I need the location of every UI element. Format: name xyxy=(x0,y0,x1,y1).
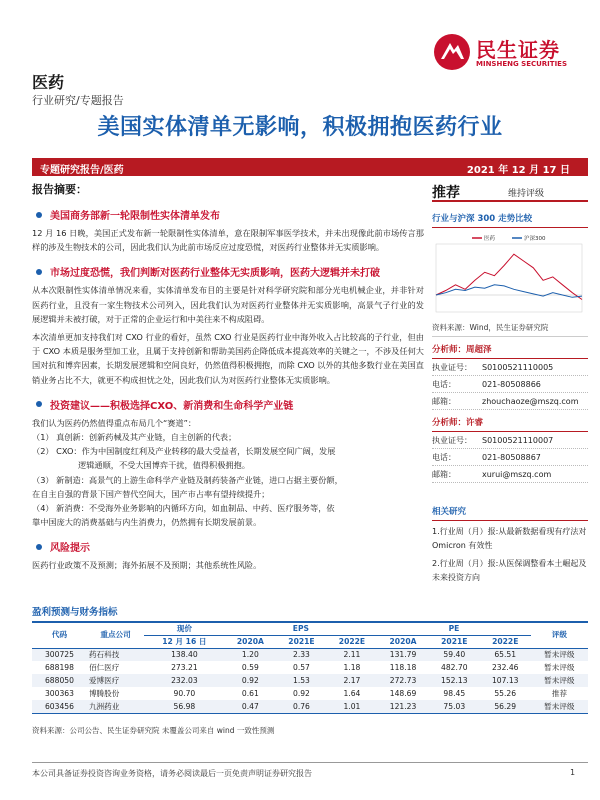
report-category: 行业研究/专题报告 xyxy=(32,94,124,107)
summary-list-item: （3） 新制造：高景气的上游生命科学产业链及制药装备产业链，进口占据主要份额， xyxy=(32,474,343,485)
summary-list-item: 在自主自强的背景下国产替代空间大，国产市占率有望持续提升； xyxy=(32,488,270,499)
analyst-info-value: zhouchaoze@mszq.com xyxy=(482,396,579,406)
summary-paragraph: 从本次限制性实体清单情况来看，实体清单发布目的主要是针对科学研究院和部分光电机械企业，并非针对医药行业，且没有一家生物技术公司列入，因此我们认为对医药行业整体并无实质影响，高景气子行业的发展逻辑并未被打破，对于正常的企业运行和中美往来不构成阻碍。 xyxy=(32,285,424,324)
analyst-info-value: xurui@mszq.com xyxy=(482,469,552,479)
year-header: 2022E xyxy=(327,635,378,648)
analyst-info-key: 执业证号： xyxy=(432,435,472,445)
cell-name: 博腾股份 xyxy=(88,689,120,698)
cell-rating: 暂未评级 xyxy=(531,648,588,661)
summary-heading-text: 风险提示 xyxy=(50,543,90,555)
cell-eps: 2.17 xyxy=(327,674,378,687)
cell-pe: 232.46 xyxy=(491,663,519,672)
summary-heading-text: 美国商务部新一轮限制性实体清单发布 xyxy=(50,211,220,222)
summary-heading xyxy=(32,397,424,412)
series-line-0 xyxy=(436,254,582,299)
cell-pe: 75.03 xyxy=(429,700,480,713)
analyst-info-value: S0100521110007 xyxy=(482,435,554,445)
page-title: 美国实体清单无影响，积极拥抱医药行业 xyxy=(97,115,503,140)
table-row xyxy=(32,687,588,700)
cell-code: 603456 xyxy=(32,700,87,713)
cell-eps: 0.92 xyxy=(292,689,310,698)
summary-title: 报告摘要： xyxy=(32,183,87,196)
page-number: 1 xyxy=(570,768,576,777)
cell-price: 90.70 xyxy=(173,689,196,698)
brand-name-cn: 民生证券 xyxy=(476,38,560,62)
cell-eps: 0.61 xyxy=(241,689,259,698)
cell-pe: 272.73 xyxy=(377,674,429,687)
summary-heading xyxy=(32,207,424,222)
cell-pe: 107.13 xyxy=(480,674,531,687)
table-row xyxy=(32,700,588,713)
summary-heading xyxy=(32,264,424,279)
report-type: 专题研究报告/医药 xyxy=(40,165,124,176)
analyst-info-row xyxy=(432,376,588,393)
analyst-list xyxy=(432,343,588,483)
analyst-info-row xyxy=(432,359,588,376)
cell-rating: 暂未评级 xyxy=(544,663,575,672)
financials-table xyxy=(32,622,588,714)
analyst-info-value: 021-80508866 xyxy=(482,379,541,389)
rating-box xyxy=(432,180,588,202)
year-header: 2021E xyxy=(276,635,327,648)
summary-list-item: （1） 真创新：创新药械及其产业链，自主创新的代表； xyxy=(32,432,237,443)
analyst-info-key: 邮箱： xyxy=(432,396,456,406)
summary-paragraph: 我们认为医药仍然值得重点布局几个“赛道”： xyxy=(32,417,197,428)
col-price: 现价 xyxy=(144,622,224,635)
footer-divider xyxy=(32,762,588,763)
summary-section xyxy=(32,178,424,573)
year-header: 2022E xyxy=(480,635,531,648)
cell-name: 九洲药业 xyxy=(87,700,144,713)
cell-code: 300725 xyxy=(32,648,87,661)
cell-pe: 118.18 xyxy=(389,663,417,672)
cell-eps: 2.11 xyxy=(327,648,378,661)
related-list xyxy=(432,525,588,585)
series-line-1 xyxy=(436,285,582,298)
summary-paragraph: 12 月 16 日晚，美国正式发布新一轮限制性实体清单，意在限制军事医学技术，并未出现像此前市场传言那样的涉及生物技术的公司，因此我们认为此前市场反应过度恐慌，对医药行业整体并无实质影响。 xyxy=(32,228,424,253)
summary-paragraph: 医药行业政策不及预测；海外拓展不及预期；其他系统性风险。 xyxy=(32,560,262,571)
cell-eps: 1.53 xyxy=(276,674,327,687)
cell-code: 688050 xyxy=(32,674,87,687)
cell-pe: 65.51 xyxy=(480,648,531,661)
summary-heading xyxy=(32,539,424,554)
cell-pe: 121.23 xyxy=(377,700,429,713)
year-header: 2020A xyxy=(225,635,277,648)
table-row xyxy=(32,648,588,661)
summary-heading-text: 投资建议——积极选择CXO、新消费和生命科学产业链 xyxy=(50,400,294,412)
report-type-bar xyxy=(32,158,588,176)
analyst-info-row xyxy=(432,449,588,466)
cell-eps: 0.57 xyxy=(292,663,310,672)
cell-eps: 1.01 xyxy=(327,700,378,713)
cell-pe: 59.40 xyxy=(429,648,480,661)
brand-name-en: MINSHENG SECURITIES xyxy=(476,60,567,68)
report-date: 2021 年 12 月 17 日 xyxy=(466,165,570,176)
cell-pe: 152.13 xyxy=(429,674,480,687)
cell-name: 药石科技 xyxy=(87,648,144,661)
trend-chart xyxy=(432,232,588,318)
analyst-info-row xyxy=(432,393,588,410)
cell-eps: 0.47 xyxy=(225,700,277,713)
cell-price: 232.03 xyxy=(144,674,224,687)
summary-body xyxy=(32,207,424,573)
cell-eps: 0.92 xyxy=(225,674,277,687)
summary-list-item: （4） 新消费：不受海外业务影响的内循环方向，如血制品、中药、医疗服务等，依 xyxy=(32,503,335,514)
cell-code: 300363 xyxy=(44,689,74,698)
cell-eps: 0.76 xyxy=(276,700,327,713)
footer-disclaimer: 本公司具备证券投资咨询业务资格，请务必阅读最后一页免责声明证券研究报告 xyxy=(32,769,312,778)
legend-label: 医药 xyxy=(484,236,496,242)
cell-price: 273.21 xyxy=(171,663,198,672)
summary-heading-text: 市场过度恐慌，我们判断对医药行业整体无实质影响，医药大逻辑并未打破 xyxy=(50,268,380,280)
sidebar xyxy=(432,180,588,585)
year-header: 2020A xyxy=(377,635,429,648)
bullet-dot-icon xyxy=(36,212,42,218)
analyst-heading: 分析师：许睿 xyxy=(432,416,588,432)
col-code: 代码 xyxy=(32,622,87,648)
chart-source: 资料来源：Wind，民生证券研究院 xyxy=(432,322,588,337)
table-row xyxy=(32,674,588,687)
cell-rating: 推荐 xyxy=(551,689,567,698)
cell-rating: 暂未评级 xyxy=(531,674,588,687)
cell-name: 佰仁医疗 xyxy=(88,663,120,672)
cell-pe: 148.69 xyxy=(389,689,417,698)
analyst-heading: 分析师：周超泽 xyxy=(432,343,588,359)
bullet-dot-icon xyxy=(36,401,42,407)
logo-mark-icon xyxy=(432,32,472,72)
cell-price: 56.98 xyxy=(144,700,224,713)
bullet-dot-icon xyxy=(36,269,42,275)
cell-pe: 56.29 xyxy=(480,700,531,713)
analyst-info-row xyxy=(432,432,588,449)
col-price-date: 12 月 16 日 xyxy=(144,635,224,648)
year-header: 2021E xyxy=(429,635,480,648)
cell-pe: 55.26 xyxy=(494,689,517,698)
cell-rating: 暂未评级 xyxy=(531,700,588,713)
col-rating: 评级 xyxy=(531,622,588,648)
cell-eps: 0.59 xyxy=(241,663,259,672)
analyst-info-value: S0100521110005 xyxy=(482,362,554,372)
cell-eps: 1.64 xyxy=(343,689,361,698)
analyst-info-row xyxy=(432,466,588,483)
analyst-info-key: 邮箱： xyxy=(432,469,456,479)
summary-list-item: 逻辑通顺，不受大国博弈干扰，值得积极拥抱。 xyxy=(78,460,250,471)
bullet-dot-icon xyxy=(36,544,42,550)
brand-logo xyxy=(432,32,582,72)
rating-value: 维持评级 xyxy=(508,189,545,199)
related-report-link[interactable]: 1.行业周（月）报:从最新数据看现有疗法对 Omicron 有效性 xyxy=(432,527,587,550)
summary-list-item: 靠中国庞大的消费基础与内生消费力，仍然拥有长期发展前景。 xyxy=(32,517,262,528)
trend-chart-svg xyxy=(432,232,588,318)
related-report-link[interactable]: 2.行业周（月）报:从医保调整看本土崛起及未来投资方向 xyxy=(432,559,587,582)
sector-label: 医药 xyxy=(32,73,65,92)
cell-pe: 131.79 xyxy=(377,648,429,661)
table-row xyxy=(32,661,588,674)
cell-price: 138.40 xyxy=(144,648,224,661)
cell-pe: 98.45 xyxy=(443,689,466,698)
cell-eps: 1.18 xyxy=(343,663,361,672)
cell-code: 688198 xyxy=(44,663,74,672)
analyst-info-key: 执业证号： xyxy=(432,362,472,372)
legend-label: 沪深300 xyxy=(524,236,546,242)
col-eps: EPS xyxy=(225,622,378,635)
analyst-info-key: 电话： xyxy=(432,379,456,389)
col-name: 重点公司 xyxy=(87,622,144,648)
cell-pe: 482.70 xyxy=(441,663,468,672)
col-pe: PE xyxy=(377,622,530,635)
table-source: 资料来源：公司公告、民生证券研究院 未覆盖公司来自 wind 一致性预测 xyxy=(32,726,275,735)
summary-list-item: （2） CXO：作为中国制度红利及产业转移的最大受益者，长期发展空间广阔，发展 xyxy=(32,446,336,457)
chart-heading: 行业与沪深 300 走势比较 xyxy=(432,212,588,228)
analyst-info-key: 电话： xyxy=(432,452,456,462)
rating-label: 推荐 xyxy=(432,185,460,201)
cell-eps: 1.20 xyxy=(225,648,277,661)
related-heading: 相关研究 xyxy=(432,505,588,521)
chart-frame xyxy=(436,244,582,312)
summary-paragraph: 本次清单更加支持我们对 CXO 行业的看好，虽然 CXO 行业是医药行业中海外收入占比较高的子行业，但由于 CXO 本质是服务型加工业，且属于支持创新和帮助美国药企降低成本提高效率的关键之一，不涉及任何大国对抗和博弈因素，长期发展逻辑和空间良好，仍然值得积极拥抱，而除 CXO 以外的其他多数行业在美国直销业务占比不大，就更不构成担忧之处，因此我们认为对医药行业整体无实质影响。 xyxy=(32,332,424,385)
financials-heading: 盈利预测与财务指标 xyxy=(32,604,588,623)
cell-eps: 2.33 xyxy=(276,648,327,661)
analyst-info-value: 021-80508867 xyxy=(482,452,541,462)
cell-name: 爱博医疗 xyxy=(87,674,144,687)
